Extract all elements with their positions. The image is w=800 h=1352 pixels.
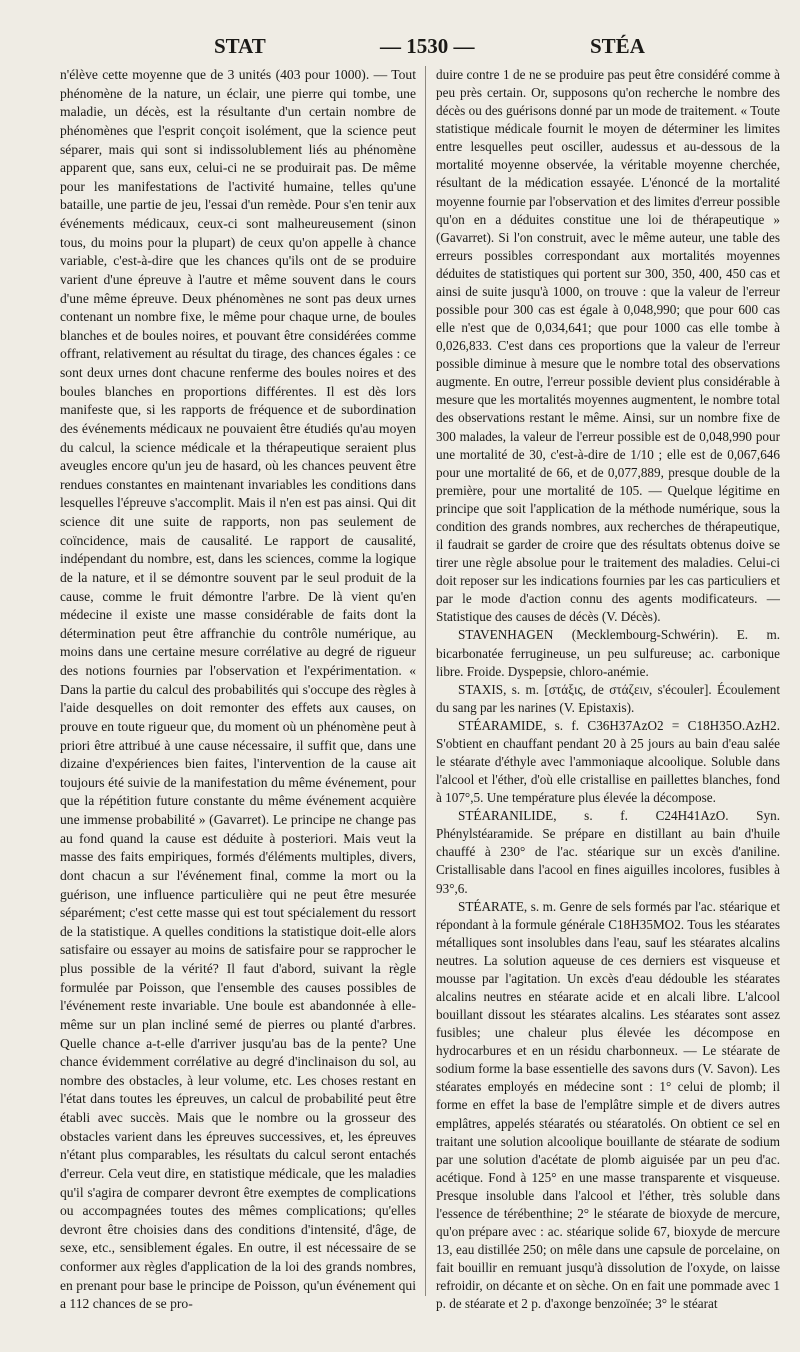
entry-stearate: STÉARATE, s. m. Genre de sels formés par l'ac. stéarique et répondant à la formule générale C18H35MO2. Tous les stéarates métalliques sont insolubles dans l'eau, sauf les stéarates alcalins neutres. La solution aqueuse de ces derniers est visqueuse et mousse par l'agitation. Un excès d'eau dédouble les stéarates alcalins neutres en stéarate acide et en alcali libre. L'alcool bouillant dissout les stéarates alcalins. Les stéarates sont assez fusibles; une chaleur plus élevée les décompose en hydrocarbures et en un résidu charbonneux. — Le stéarate de sodium forme la base essentielle des savons durs (V. Savon). Les stéarates employés en médecine sont : 1° celui de plomb; il forme en effet la base de l'emplâtre simple et de divers autres emplâtres, appelés stéaratés ou stéaratolés. On obtient ce sel en traitant une solution alcoolique bouillante de stéarate de sodium par une solution d'acétate de plomb aiguisée par un peu d'ac. acétique. Fond à 125° en une masse transparente et visqueuse. Presque insoluble dans l'alcool et l'éther, très soluble dans l'essence de térébenthine; 2° le stéarate de bioxyde de mercure, qu'on prépare avec : ac. stéarique solide 67, bioxyde de mercure 13, eau distillée 250; on mêle dans une capsule de porcelaine, on fait bouillir en remuant jusqu'à dissolution de l'oxyde, on laisse refroidir, on décante et on sèche. On en fait une pommade avec 1 p. de stéarate et 2 p. d'axonge benzoïnée; 3° le stéarat — [436, 898, 780, 1312]
entry-stavenhagen: STAVENHAGEN (Mecklembourg-Schwérin). E. m. bicarbonatée ferrugineuse, un peu sulfureuse; ac. carbonique libre. Froide. Dyspepsie, chloro-anémie. — [436, 627, 780, 679]
entry-staxis: STAXIS, s. m. [στάξις, de στάζειν, s'écouler]. Écoulement du sang par les narines (V. Epistaxis). — [436, 681, 780, 715]
column-divider — [425, 66, 426, 1296]
page-number: — 1530 — — [380, 34, 475, 58]
entry-stearamide: STÉARAMIDE, s. f. C36H37AzO2 = C18H35O.AzH2. S'obtient en chauffant pendant 20 à 25 jours au bain d'eau salée le stéarate d'éthyle avec l'ammoniaque alcoolique. Soluble dans l'alcool et l'éther, d'où elle cristallise en paillettes blanches, fond à 107°,5. Une température plus élevée la décompose. — [436, 717, 780, 806]
right-column — [436, 66, 780, 1313]
entry-stearanilide: STÉARANILIDE, s. f. C24H41AzO. Syn. Phénylstéaramide. Se prépare en distillant au bain d'huile chauffé à 230° de l'ac. stéarique sur un excès d'aniline. Cristallisable dans l'acool en fines aiguilles incolores, fusibles à 93°,6. — [436, 808, 780, 896]
right-paragraph-statistique: duire contre 1 de ne se produire pas peut être considéré comme à peu près certain. Or, supposons qu'on recherche le nombre des décès ou des guérisons donné par un mode de traitement. « Toute statistique médicale fournit le moyen de déterminer les limites entre lesquelles peut osciller, audessus et au-dessous de la mortalité moyenne observée, la véritable moyenne cherchée, résultant de la médication essayée. L'énoncé de la mortalité moyenne fournie par l'observation et des limites d'erreur possible qu'on en a déduites constitue une loi de thérapeutique » (Gavarret). Si l'on construit, avec le même auteur, une table des erreurs possibles correspondant aux mortalités moyennes déduites de statistiques qui portent sur 300, 350, 400, 450 cas et ainsi de suite jusqu'à 1000, on trouve : que la valeur de l'erreur possible pour 300 cas est égale à 0,048,990; que pour 600 cas elle n'est que de 0,034,641; que pour 1000 cas elle tombe à 0,026,833. C'est dans ces proportions que la valeur de l'erreur possible diminue à mesure que le nombre total des observations augmente. En outre, l'erreur possible devient plus considérable à mesure que les mortalités moyennes augmentent, le nombre total des observations restant le même. Ainsi, sur un nombre fixe de 300 malades, la valeur de l'erreur possible est de 0,048,990 pour une mortalité de 30, c'est-à-dire de 1/10 ; elle est de 0,067,646 pour une mortalité de 66, et de 0,077,889, presque double de la première, pour une mortalité de 105. — Quelque légitime en principe que soit l'application de la méthode numérique, sous la condition des grands nombres, aux recherches de thérapeutique, il faudrait se garder de croire que des résultats obtenus doive se tirer une règle absolue pour le traitement des maladies. Celui-ci doit reposer sur les indications fournies par les cas particuliers et par le mode d'action connu des agents modificateurs. — Statistique des causes de décès (V. Décès). — [436, 67, 780, 625]
header-right: STÉA — [590, 34, 645, 58]
header-left: STAT — [214, 34, 266, 58]
left-column — [60, 66, 416, 1314]
running-header — [20, 30, 780, 60]
left-paragraph: n'élève cette moyenne que de 3 unités (403 pour 1000). — Tout phénomène de la nature, un éclair, une pierre qui tombe, une maladie, un décès, est la résultante d'un certain nombre de phénomènes que l'esprit conçoit isolément, que la science peut séparer, mais qui sont si indissolublement liés au phénomène apparent que, sans eux, celui-ci ne se produirait pas. De même pour les manifestations de l'activité humaine, telles qu'une bataille, une partie de jeu, l'essai d'un remède. Pour s'en tenir aux événements médicaux, ceux-ci sont malheureusement (sinon tous, du moins pour la plupart) de ceux qu'on appelle à chance variable, c'est-à-dire que les chances qu'ils ont de se produire varient d'une épreuve à l'autre et même souvent dans le cours d'une même épreuve. Deux phénomènes ne sont pas deux urnes contenant un nombre fixe, le même pour chaque urne, de boules blanches et de boules noires, et pouvant être considérées comme offrant, relativement au résultat du tirage, des chances égales : ce sont deux urnes dont chacune renferme des boules noires et des boules blanches en proportions différentes. Il est dès lors manifeste que, si les rapports de fréquence et de subordination des événements médicaux ne pouvaient être étudiés qu'au moyen du calcul, la science médicale et la thérapeutique seraient plus aveugles encore qu'un jeu de hasard, où les chances peuvent être rendues constantes en maintenant invariables les conditions dans lesquelles l'épreuve s'accomplit. Mais il n'en est pas ainsi. Qui dit science dit une suite de rapports, non pas seulement de coïncidence, mais de causalité. Le rapport de causalité, indépendant du nombre, est, dans les sciences, comme la logique de la nature, et il se démontre souvent par le seul produit de la cause, comme le fruit démontre l'arbre. De là vient qu'en médecine il existe une masse considérable de faits dont la détermination peut être affranchie du contrôle numérique, au moins dans une certaine mesure corrélative au degré de rigueur des notions fournies par l'observation et l'expérimentation. « Dans la partie du calcul des probabilités qui s'occupe des règles à l'aide desquelles on doit remonter des effets aux causes, on prouve en toute rigueur que, du moment où un phénomène peut à priori être attribué à une cause nécessaire, il suffit que, dans une dizaine d'expériences bien faites, l'intervention de la cause ait toujours été suivie de la manifestation du même événement, pour que la répétition future constante du même événement acquière une immense probabilité » (Gavarret). Le principe ne change pas au fond quand la cause est déduite à posteriori. Mais veut la masse des faits empiriques, formés d'éléments multiples, divers, dont chacun a sur l'événement final, comme la mort ou la guérison, une influence particulière qui ne peut être mesurée séparément; c'est cette masse qui est tout spécialement du ressort de la statistique. A quelles conditions la statistique doit-elle alors satisfaire ou essayer au moins de satisfaire pour se rapprocher le plus possible de la vérité? Il faut d'abord, suivant la règle formulée par Poisson, que l'ensemble des causes possibles de l'événement reste invariable. Une boule est abandonnée à elle-même sur un plan incliné semé de pierres ou planté d'arbres. Quelle chance a-t-elle d'arriver jusqu'au bas de la pente? Une chance évidemment corrélative au degré d'inclinaison du sol, au nombre des obstacles, à leur volume, etc. Les choses restant en l'état dans toutes les épreuves, un calcul de probabilité peut être établi avec succès. Mais que le nombre ou la grosseur des obstacles varient dans les épreuves successives, et, les épreuves n'étant plus comparables, les résultats du calcul seront entachés d'erreur. Cela veut dire, en statistique médicale, que les maladies qu'il s'agira de comparer devront être exemptes de complications ou accompagnées toutes des mêmes complications; qu'elles devront être choisies dans des conditions d'intensité, d'âge, de sexe, etc., sensiblement égales. En outre, il est nécessaire de se conformer aux règles d'application de la loi des grands nombres, en prenant pour base le principe de Poisson, qu'un événement qui a 112 chances de se pro- — [60, 67, 416, 1312]
